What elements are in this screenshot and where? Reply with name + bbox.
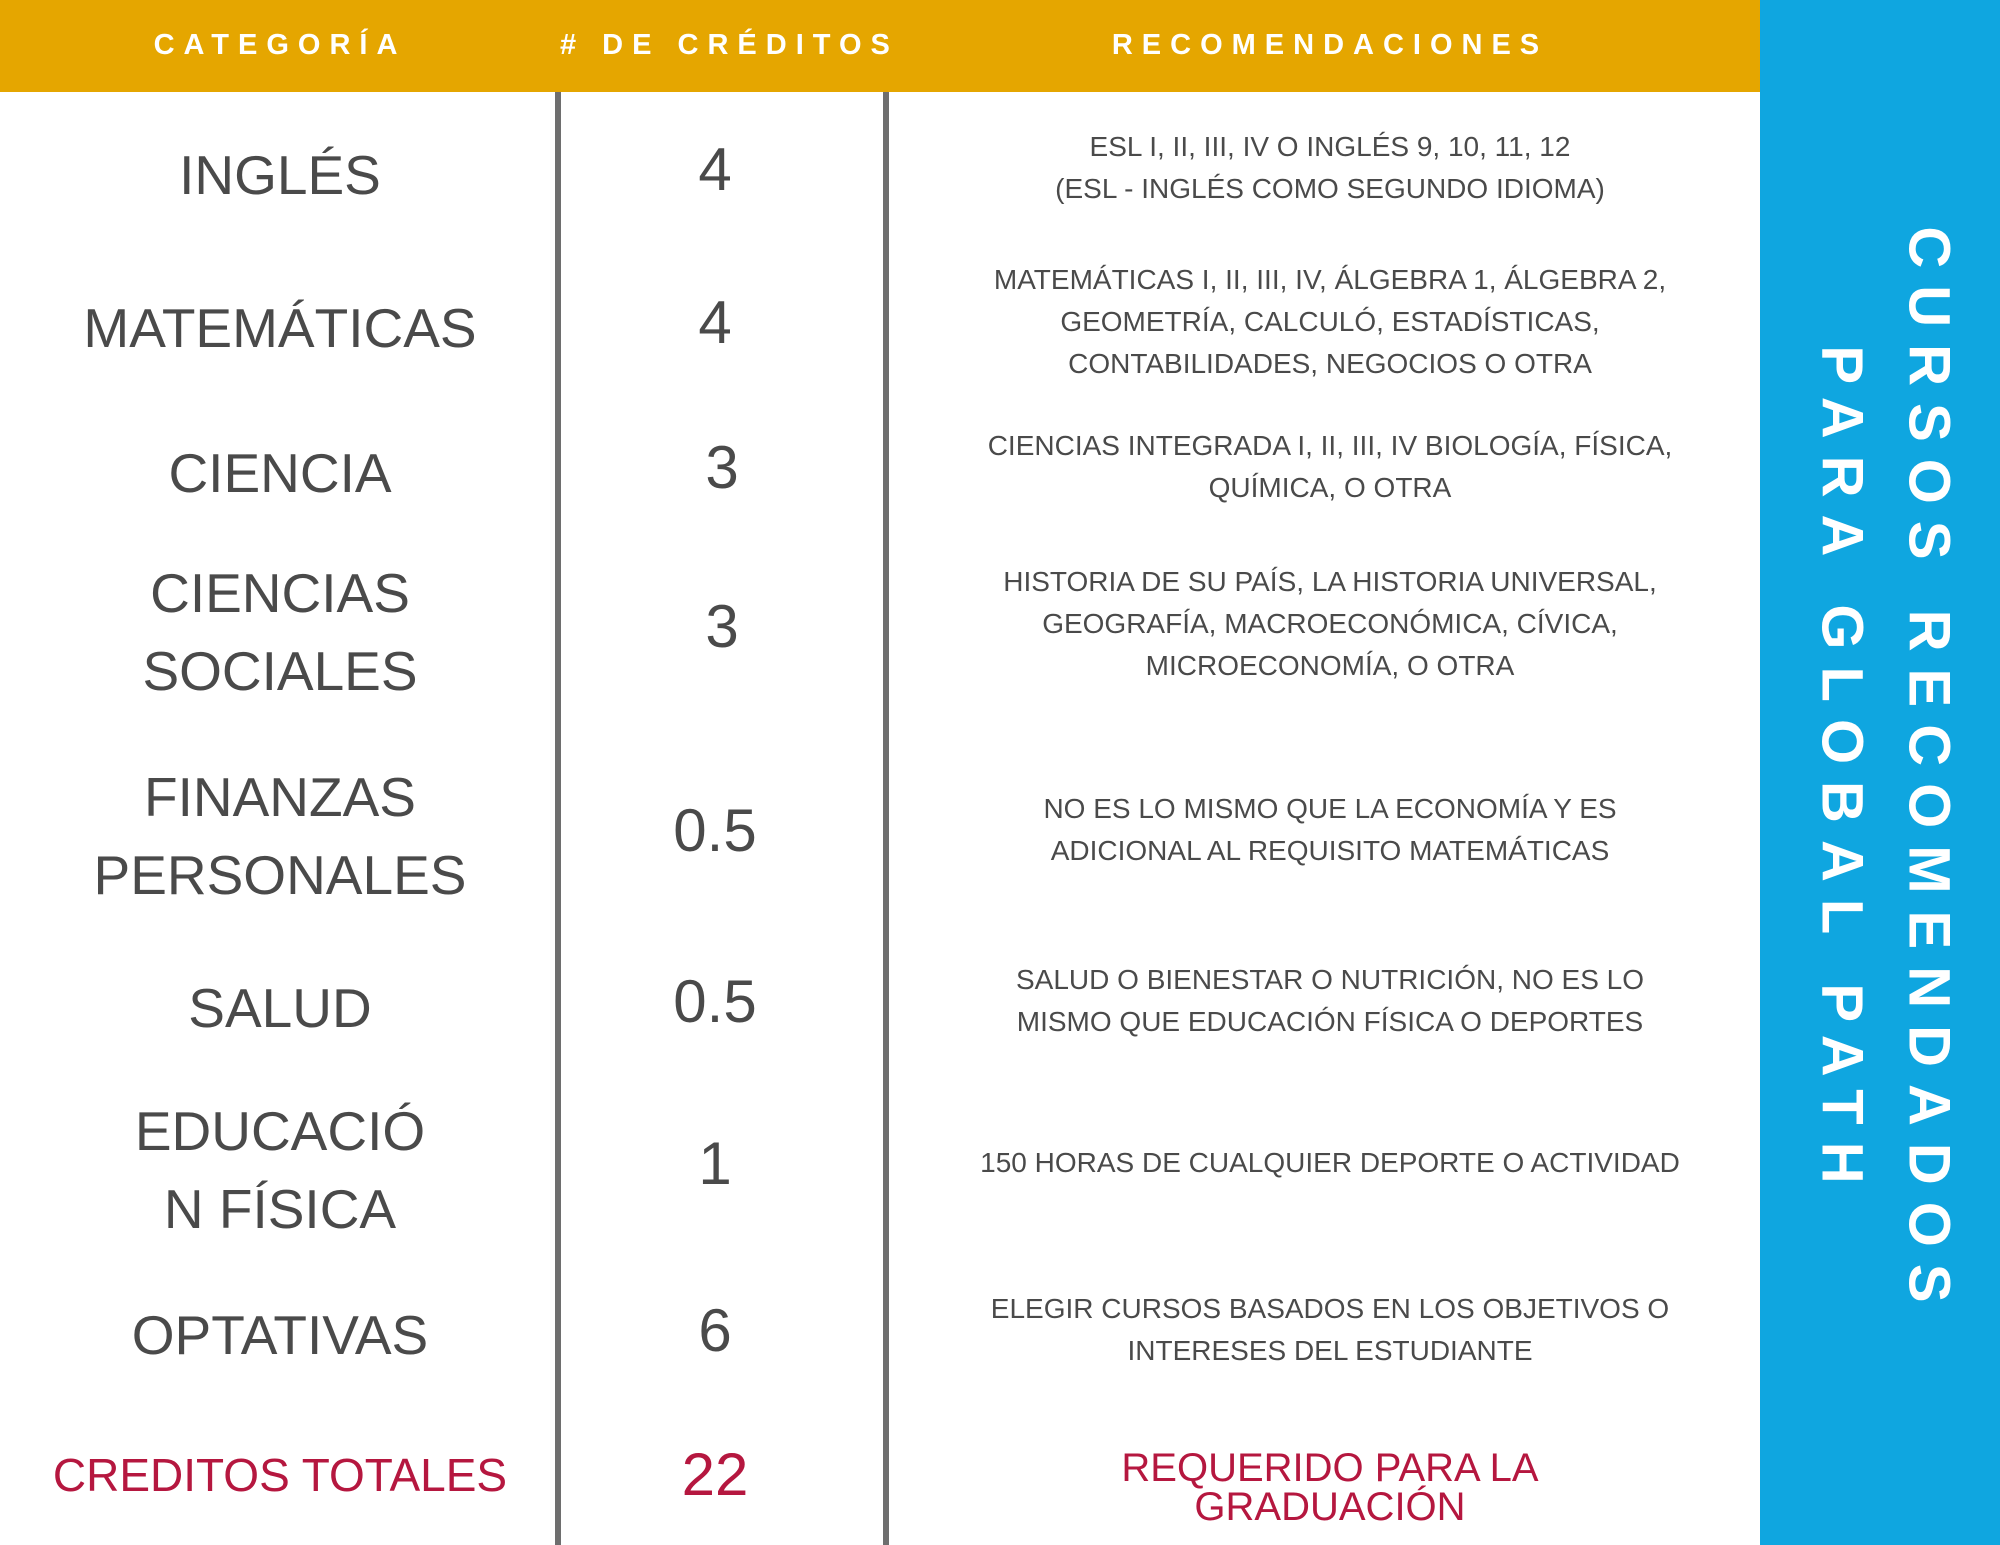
row-recommendation — [910, 959, 1750, 1043]
header-recommendations: RECOMENDACIONES — [1111, 29, 1549, 61]
category-line: SALUD — [188, 977, 372, 1039]
recommendation-line: GEOGRAFÍA, MACROECONÓMICA, CÍVICA, — [1042, 608, 1618, 639]
category-line: CIENCIAS — [150, 562, 410, 624]
column-divider-2 — [883, 92, 889, 1545]
recommendation-line: HISTORIA DE SU PAÍS, LA HISTORIA UNIVERSAL, — [1003, 566, 1657, 597]
row-category — [30, 434, 530, 512]
row-credits: 3 — [705, 593, 739, 660]
recommendation-line: ADICIONAL AL REQUISITO MATEMÁTICAS — [1050, 835, 1610, 866]
row-credits: 0.5 — [673, 968, 757, 1035]
total-label-text: CREDITOS TOTALES — [52, 1449, 508, 1501]
recommendation-line: (ESL - INGLÉS COMO SEGUNDO IDIOMA) — [1055, 173, 1605, 204]
recommendation-line: MISMO QUE EDUCACIÓN FÍSICA O DEPORTES — [1016, 1006, 1644, 1037]
category-line: PERSONALES — [93, 844, 467, 906]
recommendation-line: GEOMETRÍA, CALCULÓ, ESTADÍSTICAS, — [1060, 306, 1600, 337]
row-credits: 4 — [698, 136, 732, 203]
row-category — [30, 758, 530, 914]
row-recommendation — [910, 259, 1750, 385]
header-credits: # DE CRÉDITOS — [560, 29, 899, 61]
row-category — [30, 289, 530, 367]
row-credits: 3 — [705, 434, 739, 501]
row-credits: 6 — [698, 1297, 732, 1364]
recommendation-line: ELEGIR CURSOS BASADOS EN LOS OBJETIVOS O — [990, 1293, 1670, 1324]
category-line: SOCIALES — [142, 640, 418, 702]
row-category — [30, 969, 530, 1047]
row-recommendation — [910, 1142, 1750, 1184]
category-line: N FÍSICA — [163, 1178, 397, 1240]
row-recommendation — [910, 425, 1750, 509]
category-line: MATEMÁTICAS — [83, 297, 477, 359]
row-recommendation — [910, 1288, 1750, 1372]
sidebar-title-line2-wrap — [1787, 0, 1897, 1545]
category-line: CIENCIA — [168, 442, 392, 504]
row-recommendation — [910, 788, 1750, 872]
category-line: FINANZAS — [144, 766, 416, 828]
row-credits: 0.5 — [673, 797, 757, 864]
row-category — [30, 1092, 530, 1248]
recommendation-line: ESL I, II, III, IV O INGLÉS 9, 10, 11, 12 — [1089, 131, 1571, 162]
recommendation-line: CONTABILIDADES, NEGOCIOS O OTRA — [1068, 348, 1592, 379]
row-credits: 1 — [698, 1130, 732, 1197]
category-line: EDUCACIÓ — [134, 1100, 426, 1162]
category-line: INGLÉS — [179, 144, 381, 206]
recommendation-line: INTERESES DEL ESTUDIANTE — [1127, 1335, 1533, 1366]
row-category — [30, 1296, 530, 1374]
recommendation-line: 150 HORAS DE CUALQUIER DEPORTE O ACTIVIDAD — [980, 1147, 1680, 1178]
row-recommendation — [910, 126, 1750, 210]
recommendation-line: QUÍMICA, O OTRA — [1208, 472, 1452, 503]
total-label — [30, 1436, 530, 1514]
table-header — [0, 0, 1760, 92]
row-category — [30, 554, 530, 710]
row-recommendation — [910, 561, 1750, 687]
recommendation-line: MICROECONOMÍA, O OTRA — [1145, 650, 1515, 681]
row-category — [30, 136, 530, 214]
recommendation-line: MATEMÁTICAS I, II, III, IV, ÁLGEBRA 1, ÁLGEBRA 2, — [993, 264, 1667, 295]
sidebar-title-line2: PARA GLOBAL PATH — [1810, 344, 1876, 1201]
recommendation-line: CIENCIAS INTEGRADA I, II, III, IV BIOLOGÍA, FÍSICA, — [987, 430, 1673, 461]
category-line: OPTATIVAS — [131, 1304, 429, 1366]
total-note-line: GRADUACIÓN — [1194, 1485, 1466, 1529]
header-category: CATEGORÍA — [153, 29, 407, 61]
sidebar-title-panel — [1760, 0, 2000, 1545]
total-note — [910, 1446, 1750, 1529]
total-note-line: REQUERIDO PARA LA — [1121, 1446, 1539, 1490]
total-credits: 22 — [681, 1441, 749, 1508]
column-divider-1 — [555, 92, 561, 1545]
recommendation-line: SALUD O BIENESTAR O NUTRICIÓN, NO ES LO — [1015, 964, 1645, 995]
sidebar-title-line1: CURSOS RECOMENDADOS — [1897, 225, 1963, 1320]
recommendation-line: NO ES LO MISMO QUE LA ECONOMÍA Y ES — [1043, 793, 1617, 824]
row-credits: 4 — [698, 289, 732, 356]
